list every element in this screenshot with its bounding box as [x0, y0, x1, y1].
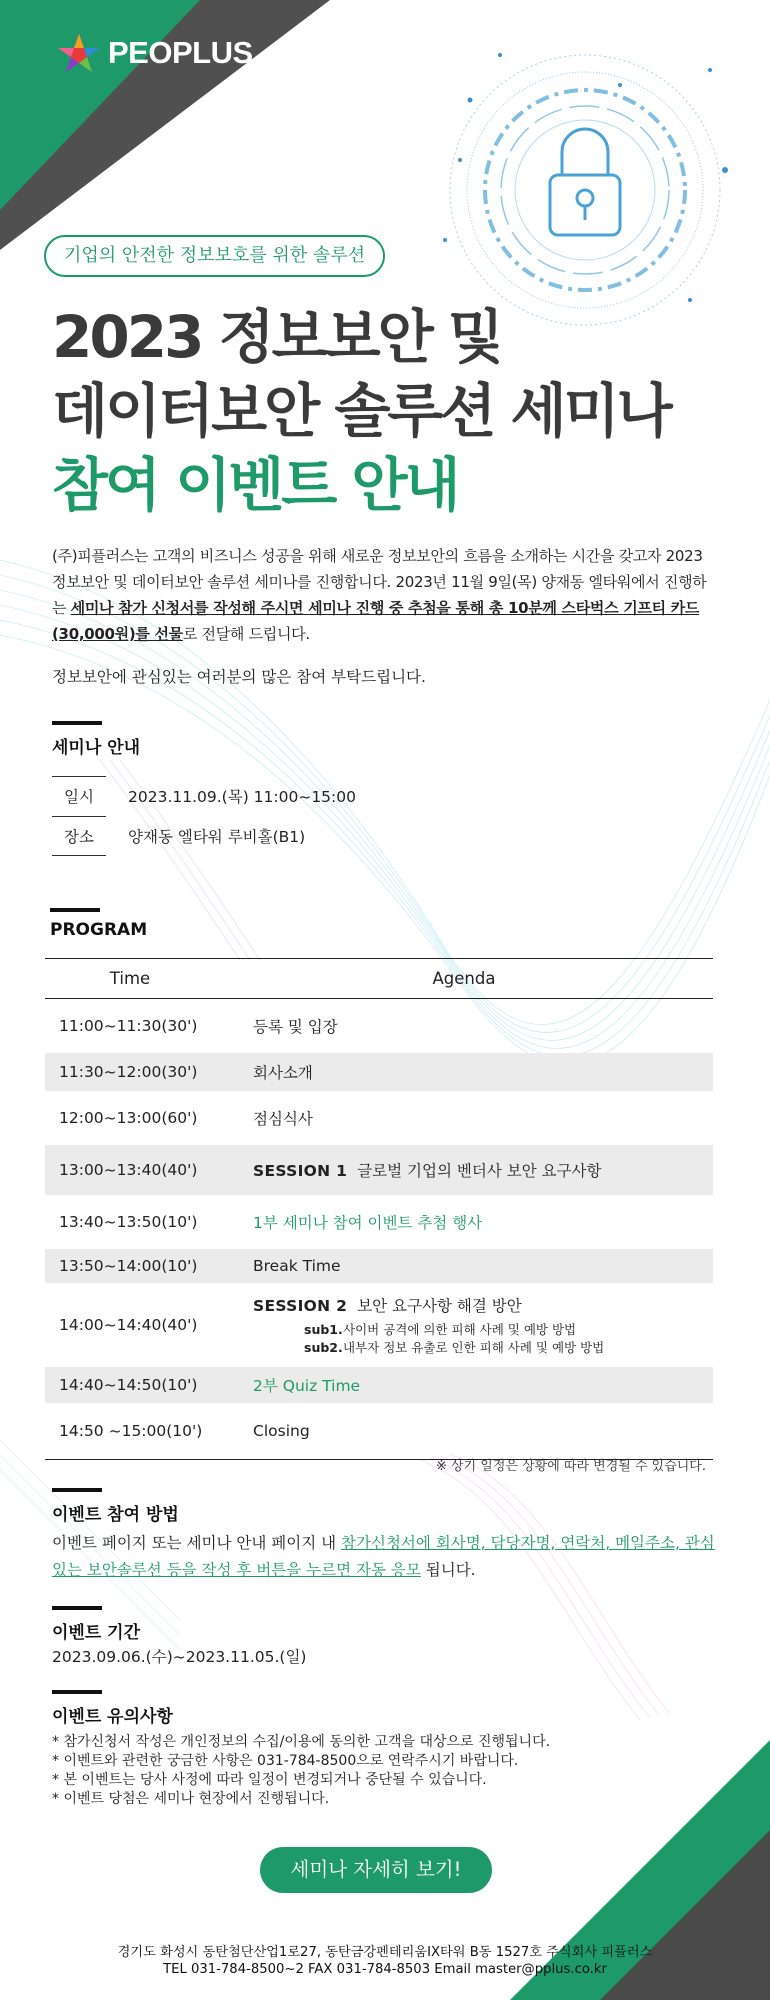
seminar-heading: 세미나 안내 [52, 738, 141, 758]
seminar-info-row [52, 776, 356, 816]
participate-text [52, 1530, 720, 1584]
period-heading: 이벤트 기간 [52, 1623, 141, 1643]
row-agenda [215, 1294, 713, 1357]
session-label: SESSION 1 [253, 1162, 348, 1180]
row-time: 14:00~14:40(40') [59, 1316, 198, 1334]
table-row [45, 1145, 713, 1195]
session-title: 보안 요구사항 해결 방안 [357, 1296, 522, 1315]
sub-label: sub2. [304, 1339, 343, 1355]
row-time: 13:00~13:40(40') [59, 1161, 198, 1179]
brand-logo[interactable] [56, 32, 253, 74]
section-bar [50, 908, 100, 912]
schedule-note: ※ 상기 일정은 상황에 따라 변경될 수 있습니다. [436, 1459, 706, 1474]
period-value: 2023.09.06.(수)~2023.11.05.(일) [52, 1648, 307, 1666]
intro-text-c: 로 전달해 드립니다. [182, 625, 310, 643]
row-agenda: 등록 및 입장 [253, 1018, 338, 1036]
row-time: 14:50 ~15:00(10') [59, 1422, 203, 1440]
info-value: 양재동 엘타워 루비홀(B1) [128, 828, 306, 846]
intro-paragraph [52, 543, 712, 647]
row-agenda: 1부 세미나 참여 이벤트 추첨 행사 [253, 1214, 483, 1232]
table-row [45, 1367, 713, 1403]
session-title: 글로벌 기업의 벤더사 보안 요구사항 [357, 1162, 602, 1180]
caution-list [52, 1733, 550, 1809]
row-time: 12:00~13:00(60') [59, 1109, 198, 1127]
column-header-agenda: Agenda [432, 969, 496, 988]
table-row [45, 1283, 713, 1367]
participate-text-b: 됩니다. [420, 1561, 476, 1579]
sub-text: 사이버 공격에 의한 피해 사례 및 예방 방법 [343, 1321, 577, 1337]
table-row [45, 1195, 713, 1249]
program-table [45, 958, 713, 1460]
program-heading: PROGRAM [50, 920, 148, 940]
info-key: 장소 [52, 816, 106, 856]
footer-address: 경기도 화성시 동탄첨단산업1로27, 동탄금강펜테리움IX타워 B동 1527호 주식회사 피플러스 [117, 1945, 653, 1960]
caution-item: * 본 이벤트는 당사 사정에 따라 일정이 변경되거나 중단될 수 있습니다. [52, 1772, 487, 1788]
row-agenda: 2부 Quiz Time [253, 1377, 361, 1395]
row-time: 11:00~11:30(30') [59, 1017, 198, 1035]
caution-item: * 참가신청서 작성은 개인정보의 수집/이용에 동의한 고객을 대상으로 진행됩니다. [52, 1734, 551, 1750]
page-title [52, 300, 670, 522]
row-agenda [215, 1159, 713, 1181]
caution-heading: 이벤트 유의사항 [52, 1707, 173, 1727]
section-bar [52, 1488, 102, 1492]
section-bar [52, 721, 102, 725]
seminar-details-button[interactable]: 세미나 자세히 보기! [260, 1847, 492, 1893]
section-bar [52, 1690, 102, 1694]
column-header-time: Time [109, 969, 151, 988]
row-time: 14:40~14:50(10') [59, 1376, 198, 1394]
intro-highlight: 세미나 참가 신청서를 작성해 주시면 세미나 진행 중 추첨을 통해 총 10분께 스타벅스 기프티 카드(30,000원)를 선물 [52, 599, 700, 643]
seminar-info-row [52, 816, 356, 856]
info-key: 일시 [52, 776, 106, 816]
row-agenda: 점심식사 [253, 1110, 313, 1128]
session-subitems [253, 1321, 713, 1357]
participate-link[interactable]: 참가신청서에 회사명, 담당자명, 연락처, 메일주소, 관심있는 보안솔루션 등을 작성 후 버튼을 누르면 자동 응모 [52, 1534, 715, 1579]
row-agenda: Break Time [253, 1257, 341, 1275]
table-row [45, 1053, 713, 1091]
sub-label: sub1. [304, 1321, 343, 1337]
brand-name: PEOPLUS [108, 35, 253, 70]
padlock-icon [440, 40, 740, 340]
info-value: 2023.11.09.(목) 11:00~15:00 [128, 788, 356, 806]
title-line-1: 2023 정보보안 및 [52, 303, 501, 371]
peoplus-star-icon [56, 32, 102, 74]
row-time: 13:40~13:50(10') [59, 1213, 198, 1231]
table-row [45, 999, 713, 1053]
table-row [45, 1091, 713, 1145]
table-row [45, 1249, 713, 1283]
row-agenda: Closing [253, 1422, 310, 1440]
subtitle-pill: 기업의 안전한 정보보호를 위한 솔루션 [44, 235, 385, 277]
session-label: SESSION 2 [253, 1296, 348, 1315]
title-line-2: 데이터보안 솔루션 세미나 [52, 377, 670, 445]
intro-text-a: (주)피플러스는 고객의 비즈니스 성공을 위해 새로운 정보보안의 흐름을 소개하는 시간을 갖고자 2023 정보보안 및 데이터보안 솔루션 세미나를 진행합니다. 2023년 11월 9일(목) 양재동 엘타워에서 진행하는 [52, 547, 707, 617]
participate-text-a: 이벤트 페이지 또는 세미나 안내 페이지 내 [52, 1534, 342, 1552]
caution-item: * 이벤트 당첨은 세미나 현장에서 진행됩니다. [52, 1791, 330, 1807]
participate-heading: 이벤트 참여 방법 [52, 1505, 179, 1525]
sub-text: 내부자 정보 유출로 인한 피해 사례 및 예방 방법 [343, 1339, 605, 1355]
row-time: 13:50~14:00(10') [59, 1257, 198, 1275]
caution-item: * 이벤트와 관련한 궁금한 사항은 031-784-8500으로 연락주시기 바랍니다. [52, 1753, 519, 1769]
footer-contact: TEL 031-784-8500~2 FAX 031-784-8503 Email master@pplus.co.kr [163, 1962, 607, 1977]
row-time: 11:30~12:00(30') [59, 1063, 198, 1081]
title-line-3: 참여 이벤트 안내 [52, 451, 458, 519]
program-table-header [45, 959, 713, 999]
section-bar [52, 1606, 102, 1610]
table-row [45, 1403, 713, 1459]
row-agenda: 회사소개 [253, 1064, 313, 1082]
intro-closing: 정보보안에 관심있는 여러분의 많은 참여 부탁드립니다. [52, 668, 426, 686]
seminar-info-table [52, 776, 356, 856]
